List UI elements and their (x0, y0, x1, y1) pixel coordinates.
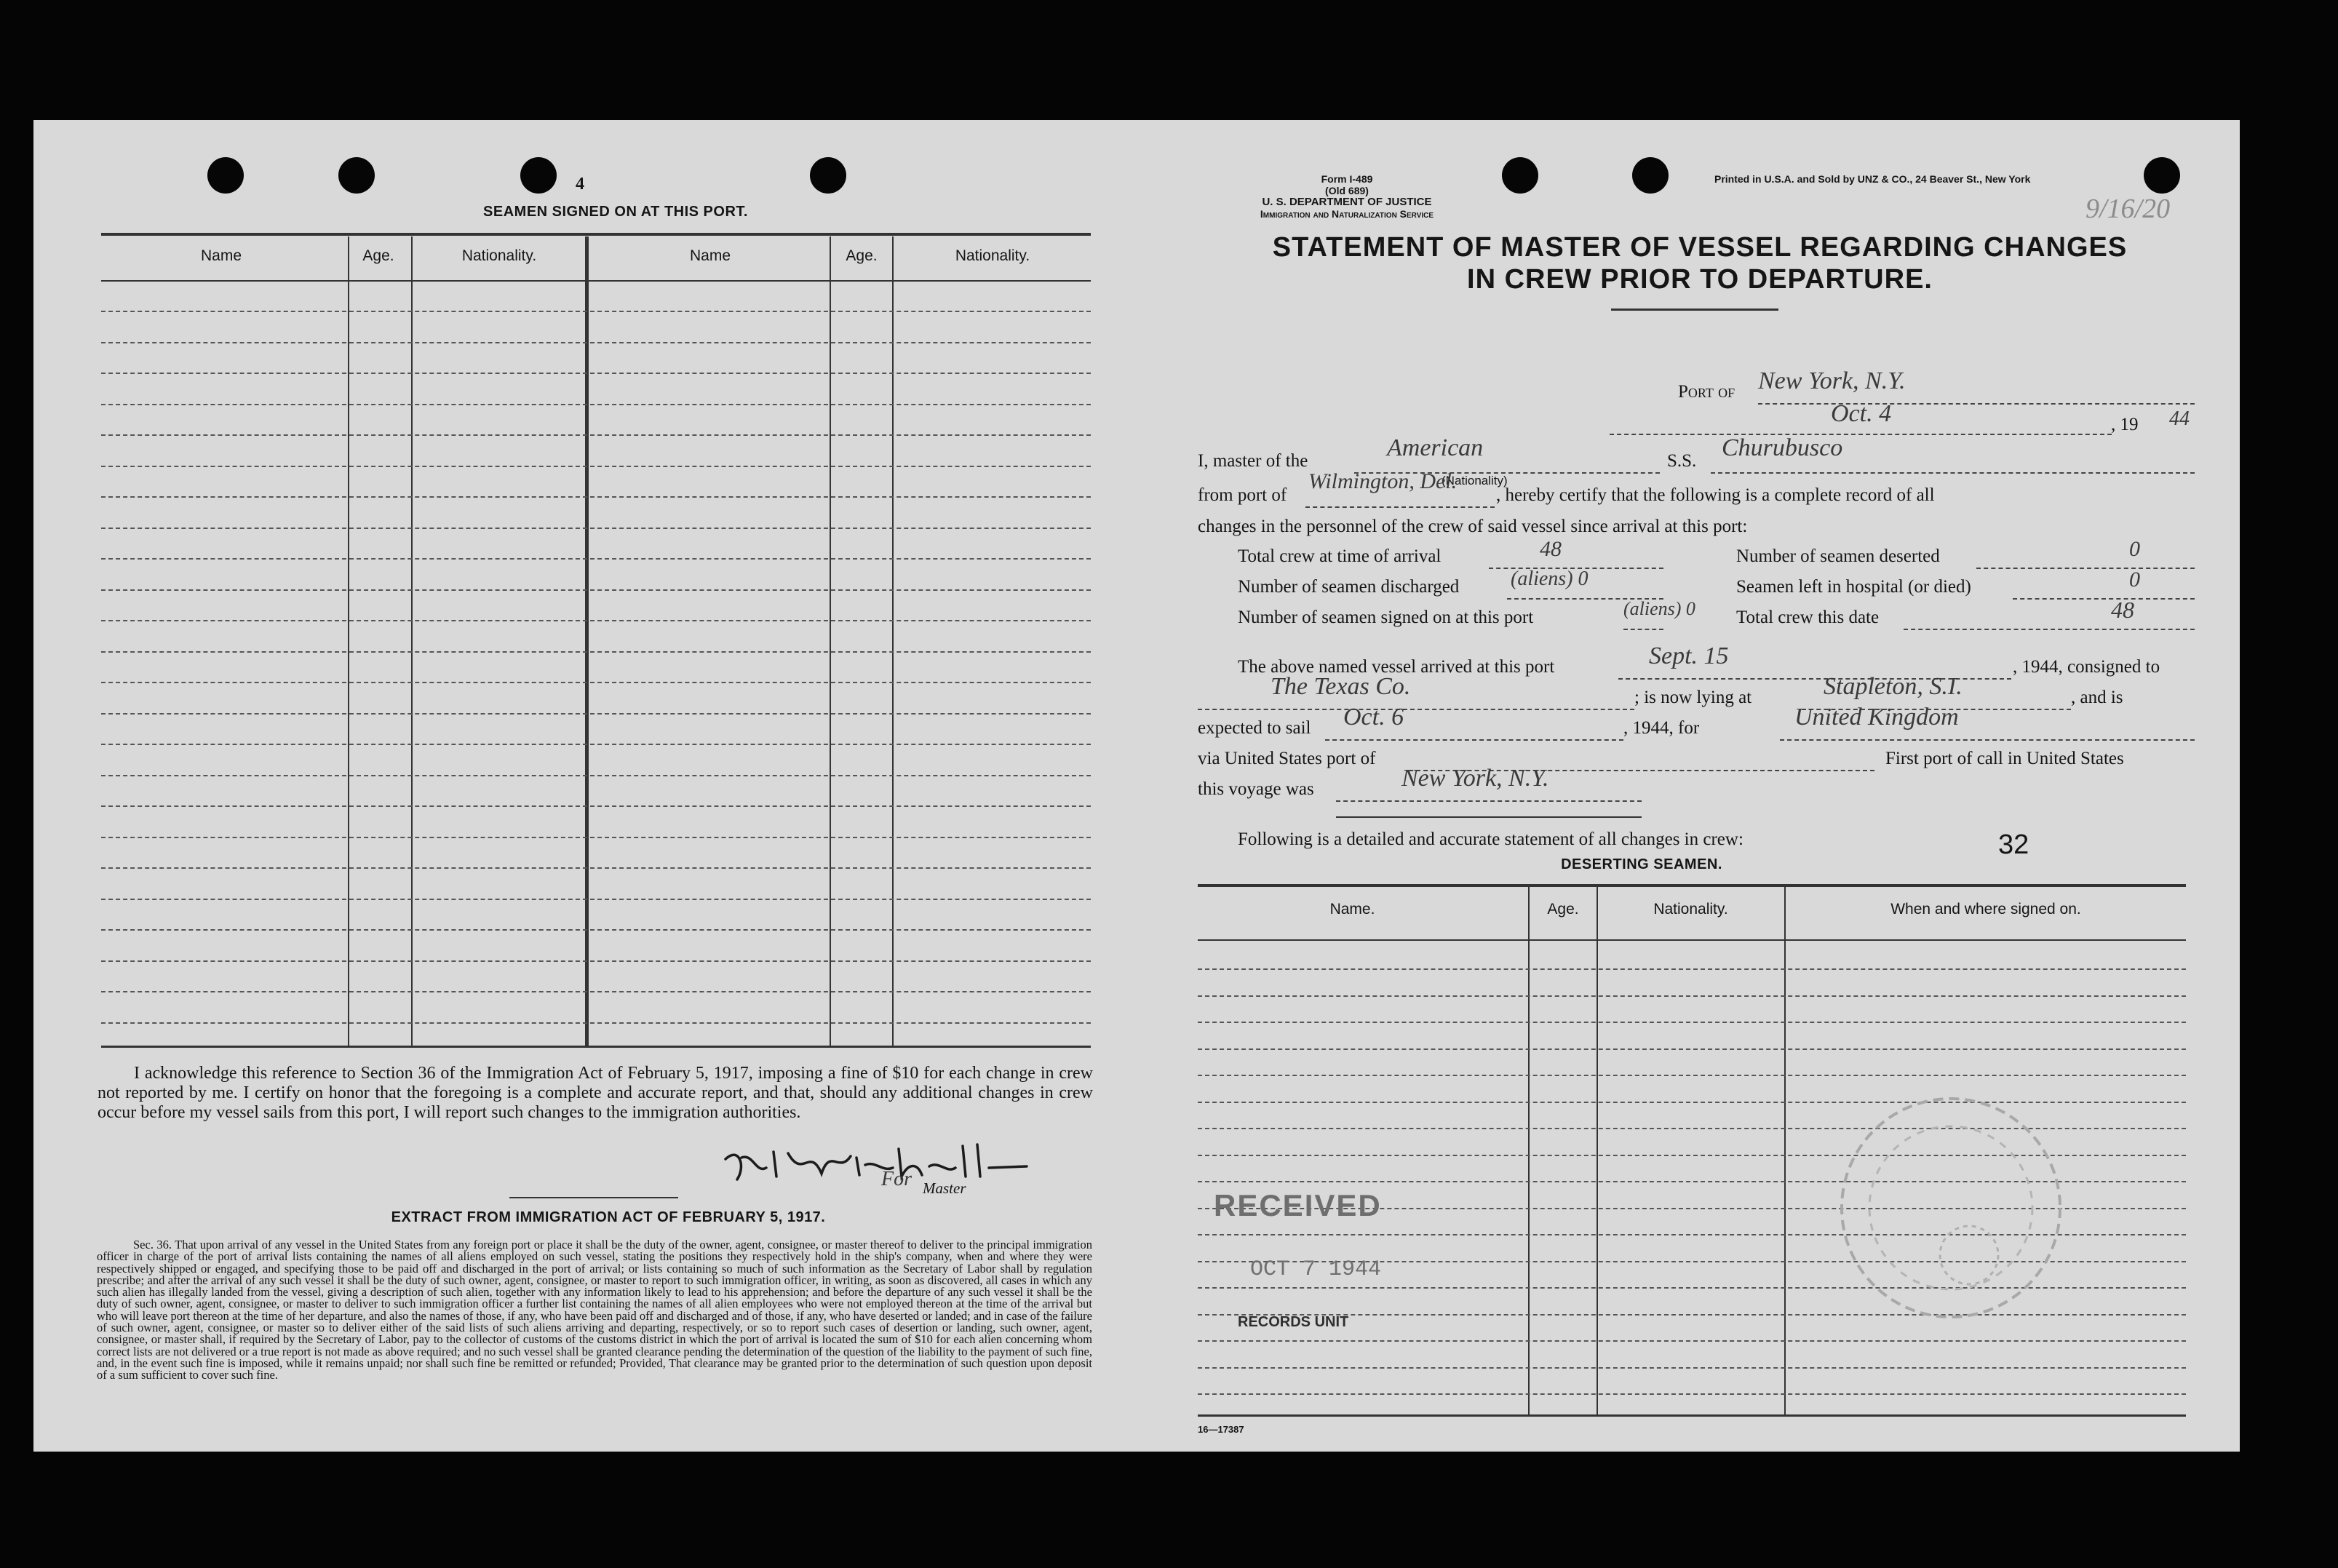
arrived-value: Sept. 15 (1649, 642, 1729, 669)
table-header-name: Name (200, 247, 242, 264)
table-row-rule (101, 744, 1091, 745)
table-row-rule (1198, 1367, 2186, 1369)
extract-title: EXTRACT FROM IMMIGRATION ACT OF FEBRUARY 5, 1917. (391, 1209, 826, 1225)
destination-value: United Kingdom (1794, 704, 1959, 731)
stat-label: Number of seamen discharged (1238, 577, 1460, 597)
table-header-nationality: Nationality. (461, 247, 537, 264)
lying-value: Stapleton, S.I. (1824, 673, 1963, 700)
certify-text: , hereby certify that the following is a complete record of all (1496, 485, 1935, 505)
signature-master-label: Master (923, 1179, 966, 1197)
from-port-label: from port of (1198, 485, 1287, 505)
form-title-line2: IN CREW PRIOR TO DEPARTURE. (1467, 264, 1933, 295)
table-row-rule (101, 404, 1091, 405)
and-is-text: , and is (2071, 688, 2123, 707)
year-prefix: , 19 (2111, 415, 2139, 434)
department-name: U. S. DEPARTMENT OF JUSTICE (1262, 196, 1432, 208)
table-header-age: Age. (362, 247, 394, 264)
arrived-year: , 1944, consigned to (2013, 657, 2160, 677)
stat-value: (aliens) 0 (1623, 598, 1695, 619)
punch-hole (207, 157, 244, 194)
ss-label: S.S. (1667, 451, 1697, 471)
stat-value: 48 (2111, 597, 2134, 623)
sail-year: , 1944, for (1623, 718, 1700, 738)
voyage-label: this voyage was (1198, 779, 1314, 799)
table-row-rule (101, 466, 1091, 467)
stat-value: 0 (2129, 537, 2140, 561)
form-title-line1: STATEMENT OF MASTER OF VESSEL REGARDING CHANGES (1272, 232, 2128, 263)
table-row-rule (101, 1022, 1091, 1024)
table-row-rule (1198, 1340, 2186, 1342)
page-mark: 32 (1998, 829, 2029, 860)
consignee-value: The Texas Co. (1271, 673, 1411, 700)
corner-annotation: 9/16/20 (2085, 194, 2171, 224)
stat-label: Seamen left in hospital (or died) (1736, 577, 1971, 597)
table-header-age: Age. (846, 247, 878, 264)
punch-hole (338, 157, 375, 194)
date-value: Oct. 4 (1831, 400, 1892, 427)
nationality-caption: (Nationality) (1442, 474, 1508, 487)
acknowledgment-text: I acknowledge this reference to Section 36 of the Immigration Act of February 5, 1917, imposing a fine of $10 for each change in crew not reported by me. I certify on honor that the foregoing is a complete and accurate report, and that, should any additional changes in crew occur before my vessel sails from this port, I will report such changes to the immigration authorities. (98, 1064, 1093, 1122)
table-row-rule (101, 805, 1091, 807)
table-header-signed-on: When and where signed on. (1890, 901, 2081, 918)
form-number: Form I-489 (1321, 173, 1373, 185)
port-value: New York, N.Y. (1758, 367, 1906, 394)
table-row-rule (101, 311, 1091, 312)
table-row-rule (1198, 1048, 2186, 1050)
form-old-number: (Old 689) (1325, 185, 1369, 196)
master-label: I, master of the (1198, 451, 1308, 471)
changes-text: changes in the personnel of the crew of said vessel since arrival at this port: (1198, 517, 1748, 536)
via-label: via United States port of (1198, 749, 1376, 768)
table-row-rule (101, 434, 1091, 436)
sail-label: expected to sail (1198, 718, 1311, 738)
punch-hole (1502, 157, 1538, 194)
table-row-rule (101, 682, 1091, 683)
table-row-rule (101, 589, 1091, 591)
sail-value: Oct. 6 (1343, 704, 1404, 731)
table-row-rule (101, 960, 1091, 962)
table-row-rule (101, 620, 1091, 621)
records-unit-stamp: RECORDS UNIT (1238, 1314, 1349, 1330)
page-number: 4 (576, 175, 584, 194)
table-row-rule (101, 929, 1091, 931)
punch-hole (810, 157, 846, 194)
stat-value: (aliens) 0 (1511, 568, 1589, 590)
printer-credit: Printed in U.S.A. and Sold by UNZ & CO., 24 Beaver St., New York (1714, 173, 2031, 185)
extract-text: Sec. 36. That upon arrival of any vessel in the United States from any foreign port or place it shall be the duty of the owner, agent, consignee, or master thereof to deliver to the principal immigration officer in charge of the port of arrival lists containing the names of all aliens employed on such vessel, stating the positions they respectively hold in the ship's company, when and where they were respectively shipped or engaged, and specifying those to be paid off and discharged in the port of arrival; or lists containing so much of such information as the Secretary of Labor shall by regulation prescribe; and after the arrival of any such vessel it shall be the duty of such owner, agent, consignee, or master to report to such immigration officer, in writing, as soon as discovered, all cases in which any such alien has illegally landed from the vessel, giving a description of such alien, together with any information likely to lead to his apprehension; and before the departure of any such vessel it shall be the duty of such owner, agent, consignee, or master to deliver to such immigration officer a further list containing the names of all alien employees who were not employed thereon at the time of the arrival but who will leave port thereon at the time of her departure, and also the names of those, if any, who have been paid off and discharged and of those, if any, who have deserted or landed; and in case of the failure of such owner, agent, consignee, or master so to deliver either of the said lists of such aliens arriving and departing, respectively, or so to report such cases of desertion or landing, such owner, agent, consignee, or master shall, if required by the Secretary of Labor, pay to the collector of customs of the customs district in which the port of arrival is located the sum of $10 for each alien concerning whom correct lists are not delivered or a true report is not made as above required; and no such vessel shall be granted clearance pending the determination of the question of the liability to the payment of such fine, and, in the event such fine is imposed, while it remains unpaid; nor shall such fine be remitted or refunded; Provided, That clearance may be granted prior to the determination of such question upon deposit of a sum sufficient to cover such fine. (97, 1238, 1092, 1382)
signature-for: For (881, 1168, 912, 1190)
following-text: Following is a detailed and accurate statement of all changes in crew: (1238, 829, 1743, 849)
service-name: Immigration and Naturalization Service (1260, 208, 1434, 220)
voyage-value: New York, N.Y. (1401, 765, 1549, 792)
table-row-rule (101, 528, 1091, 529)
stat-label: Number of seamen signed on at this port (1238, 608, 1534, 627)
stat-label: Number of seamen deserted (1736, 546, 1940, 566)
table-row-rule (1198, 1075, 2186, 1076)
punch-hole (1632, 157, 1669, 194)
circular-seal-stamp (1831, 1088, 2071, 1328)
port-label: Port of (1678, 382, 1735, 402)
table-row-rule (101, 342, 1091, 343)
vessel-value: Churubusco (1722, 434, 1843, 461)
table-header-name: Name (689, 247, 731, 264)
lying-label: ; is now lying at (1634, 688, 1752, 707)
table-header-name: Name. (1329, 901, 1375, 918)
table-row-rule (1198, 968, 2186, 970)
stat-label: Total crew at time of arrival (1238, 546, 1442, 566)
table-row-rule (101, 899, 1091, 900)
table-row-rule (101, 496, 1091, 498)
table-row-rule (101, 373, 1091, 374)
punch-hole (520, 157, 557, 194)
section-title: SEAMEN SIGNED ON AT THIS PORT. (483, 204, 748, 220)
document-sheet (33, 120, 2240, 1452)
table-row-rule (101, 651, 1091, 653)
from-port-value: Wilmington, Del. (1308, 469, 1458, 493)
nationality-value: American (1387, 434, 1484, 461)
table-row-rule (1198, 995, 2186, 997)
table-header-nationality: Nationality. (955, 247, 1030, 264)
stat-label: Total crew this date (1736, 608, 1880, 627)
table-header-age: Age. (1547, 901, 1579, 918)
table-row-rule (101, 867, 1091, 869)
arrived-label: The above named vessel arrived at this port (1238, 657, 1555, 677)
received-date-stamp: OCT 7 1944 (1250, 1257, 1382, 1282)
table-row-rule (1198, 1393, 2186, 1395)
stat-value: 48 (1540, 537, 1562, 561)
table-header-nationality: Nationality. (1653, 901, 1728, 918)
stat-value: 0 (2129, 568, 2140, 592)
form-title (1198, 231, 2202, 295)
table-row-rule (101, 558, 1091, 560)
table-row-rule (1198, 1022, 2186, 1023)
print-code: 16—17387 (1198, 1424, 1244, 1435)
table-row-rule (101, 991, 1091, 992)
table-row-rule (101, 713, 1091, 715)
deserting-title: DESERTING SEAMEN. (1561, 856, 1722, 872)
table-row-rule (101, 837, 1091, 838)
year-value: 44 (2169, 407, 2190, 430)
received-stamp: RECEIVED (1214, 1188, 1382, 1222)
table-row-rule (101, 775, 1091, 776)
first-port-label: First port of call in United States (1885, 749, 2124, 768)
